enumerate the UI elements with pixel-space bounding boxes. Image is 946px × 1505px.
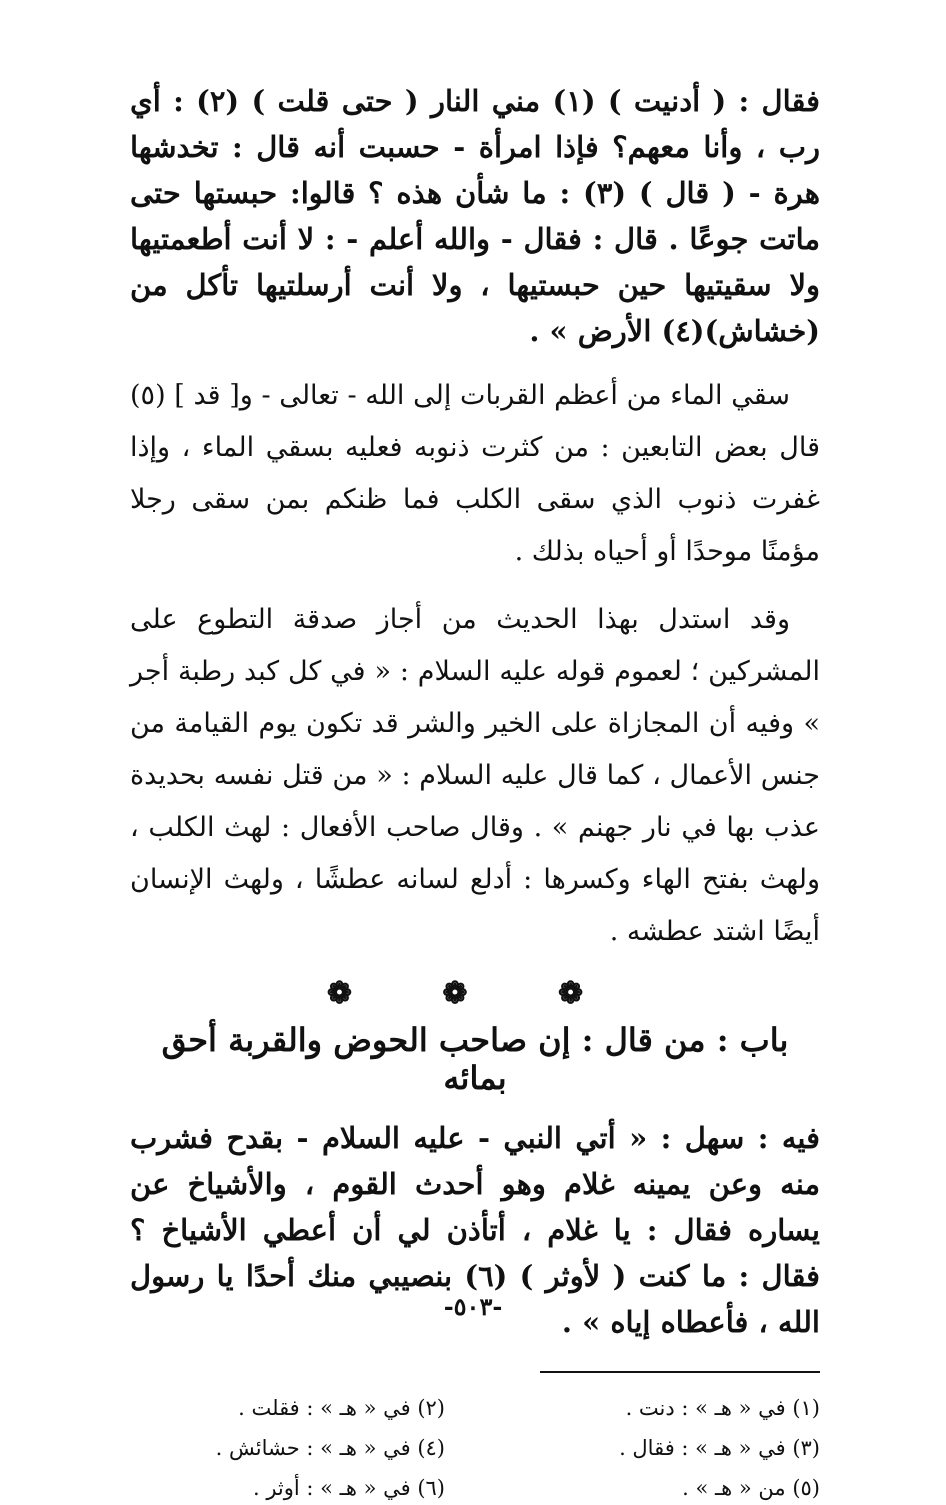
footnote-6: (٦) في « هـ » : أوثر . [252, 1476, 445, 1500]
footnote-2: (٢) في « هـ » : فقلت . [238, 1396, 445, 1420]
page-number: -٥٠٣- [443, 1292, 503, 1321]
footnote-1: (١) في « هـ » : دنت . [625, 1396, 820, 1420]
page-body [130, 78, 820, 1505]
commentary-paragraph-2: وقد استدل بهذا الحديث من أجاز صدقة التطوع على المشركين ؛ لعموم قوله عليه السلام : « في كل كبد رطبة أجر » وفيه أن المجازاة على الخير والشر قد تكون يوم القيامة من جنس الأعمال ، كما قال عليه السلام : « من قتل نفسه بحديدة عذب بها في نار جهنم » . وقال صاحب الأفعال : لهث الكلب ، ولهث بفتح الهاء وكسرها : أدلع لسانه عطشًا ، ولهث الإنسان أيضًا اشتد عطشه . [130, 604, 820, 947]
chapter-heading: باب : من قال : إن صاحب الحوض والقربة أحق بمائه [161, 1021, 789, 1097]
footnote-4: (٤) في « هـ » : حشائش . [215, 1436, 445, 1460]
footnote-5: (٥) من « هـ » . [682, 1476, 820, 1500]
footnotes [130, 1391, 820, 1505]
hadith-paragraph: فقال : ( أدنيت ) (١) مني النار ( حتى قلت ) (٢) : أي رب ، وأنا معهم؟ فإذا امرأة - حسبت أنه قال : تخدشها هرة - ( قال ) (٣) : ما شأن هذه ؟ قالوا: حبستها حتى ماتت جوعًا . قال : فقال - والله أعلم - : لا أنت أطعمتيها ولا سقيتيها حين حبستيها ، ولا أنت أرسلتيها تأكل من (خشاش)(٤) الأرض » . [130, 84, 820, 348]
section-separator: ❁ ❁ ❁ [326, 976, 624, 1011]
commentary-paragraph-1: سقي الماء من أعظم القربات إلى الله - تعالى - و[ قد ] (٥) قال بعض التابعين : من كثرت ذنوبه فعليه بسقي الماء ، وإذا غفرت ذنوب الذي سقى الكلب فما ظنكم بمن سقى رجلا مؤمنًا موحدًا أو أحياه بذلك . [130, 380, 820, 567]
footnote-3: (٣) في « هـ » : فقال . [619, 1436, 820, 1460]
footnote-divider [540, 1371, 820, 1373]
hadith-paragraph-2: فيه : سهل : « أتي النبي - عليه السلام - بقدح فشرب منه وعن يمينه غلام وهو أحدث القوم ، والأشياخ عن يساره فقال : يا غلام ، أتأذن لي أن أعطي الأشياخ ؟ فقال : ما كنت ( لأوثر ) (٦) بنصيبي منك أحدًا يا رسول الله ، فأعطاه إياه » . [130, 1121, 820, 1339]
